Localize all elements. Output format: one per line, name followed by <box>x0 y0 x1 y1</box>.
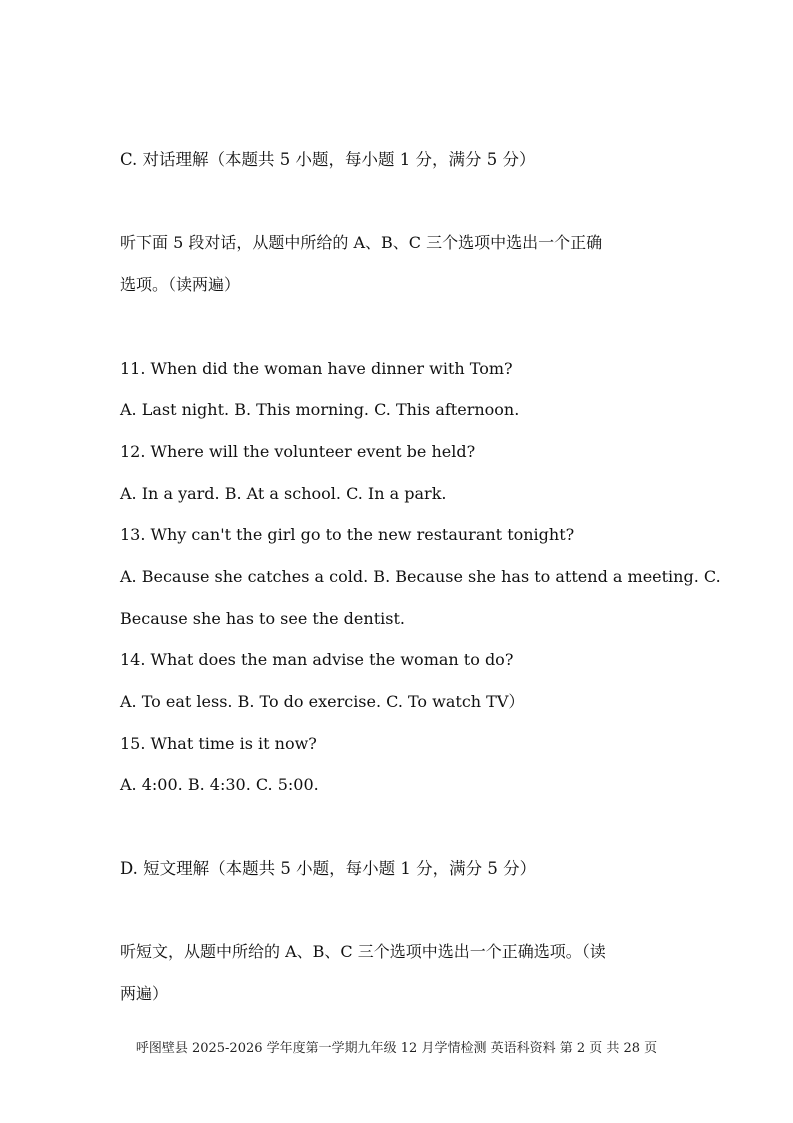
question-15: 15. What time is it now? <box>120 734 317 753</box>
question-11: 11. When did the woman have dinner with Tom? <box>120 359 513 378</box>
question-12: 12. Where will the volunteer event be held? <box>120 442 476 461</box>
section-c-heading: C. 对话理解（本题共 5 小题，每小题 1 分，满分 5 分） <box>120 150 536 169</box>
section-c-instruction-line2: 选项。（读两遍） <box>120 275 241 294</box>
question-13: 13. Why can't the girl go to the new restaurant tonight? <box>120 525 575 544</box>
question-13-options-continued: Because she has to see the dentist. <box>120 609 405 628</box>
question-14: 14. What does the man advise the woman to do? <box>120 650 514 669</box>
section-d-instruction-line1: 听短文，从题中所给的 A、B、C 三个选项中选出一个正确选项。（读 <box>120 942 606 961</box>
section-c-instruction-line1: 听下面 5 段对话，从题中所给的 A、B、C 三个选项中选出一个正确 <box>120 233 603 252</box>
question-14-options: A. To eat less. B. To do exercise. C. To watch TV） <box>120 692 525 711</box>
page-footer: 呼图壁县 2025-2026 学年度第一学期九年级 12 月学情检测 英语科资料 第 2 页 共 28 页 <box>135 1041 658 1056</box>
section-d-instruction-line2: 两遍） <box>120 984 169 1003</box>
question-15-options: A. 4:00. B. 4:30. C. 5:00. <box>120 775 319 794</box>
section-d-heading: D. 短文理解（本题共 5 小题，每小题 1 分，满分 5 分） <box>120 859 537 878</box>
question-12-options: A. In a yard. B. At a school. C. In a park. <box>120 484 447 503</box>
question-11-options: A. Last night. B. This morning. C. This afternoon. <box>120 400 520 419</box>
question-13-options: A. Because she catches a cold. B. Because she has to attend a meeting. C. <box>120 567 721 586</box>
